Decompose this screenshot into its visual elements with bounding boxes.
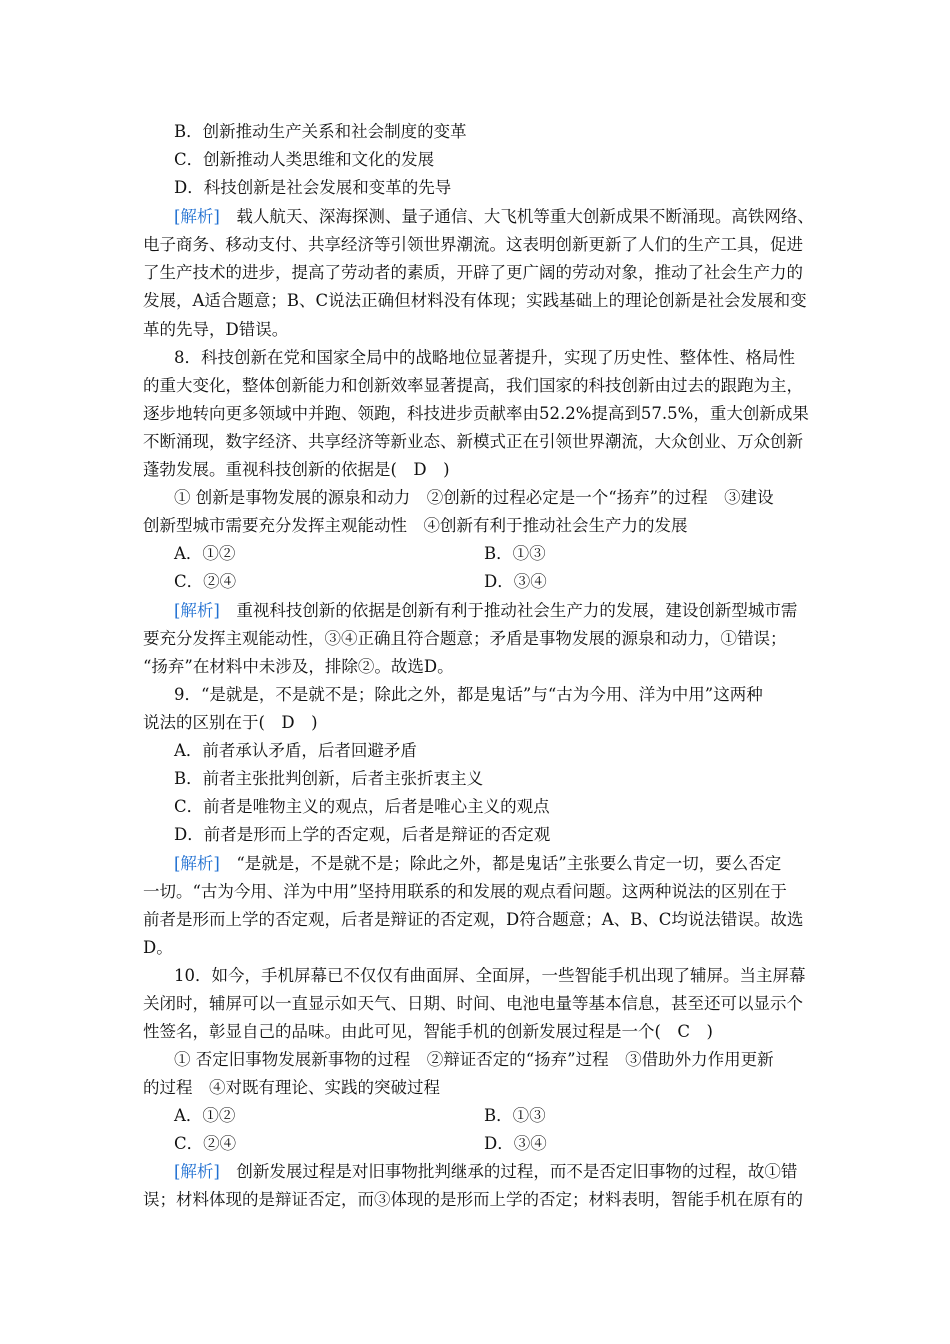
q10-stem-line: 性签名，彰显自己的品味。由此可见，智能手机的创新发展过程是一个( C ) xyxy=(143,1022,713,1041)
q8-stem-line: 蓬勃发展。重视科技创新的依据是( D ) xyxy=(143,460,450,479)
q9-stem-line: 9．“是就是，不是就不是；除此之外，都是鬼话”与“古为今用、洋为中用”这两种 xyxy=(174,685,763,704)
analysis-tag: [解析] xyxy=(174,854,220,873)
q9-analysis-line: 前者是形而上学的否定观，后者是辩证的否定观，D符合题意；A、B、C均说法错误。故选 xyxy=(143,910,804,929)
q9-option-d: D．前者是形而上学的否定观，后者是辩证的否定观 xyxy=(174,825,551,844)
q10-statement-line: 的过程 ④对既有理论、实践的突破过程 xyxy=(143,1078,440,1097)
q8-stem-line: 的重大变化，整体创新能力和创新效率显著提高，我们国家的科技创新由过去的跟跑为主， xyxy=(143,376,803,395)
q10-option-b: B．①③ xyxy=(484,1106,546,1125)
q10-statement-line: ① 否定旧事物发展新事物的过程 ②辩证否定的“扬弃”过程 ③借助外力作用更新 xyxy=(174,1050,774,1069)
analysis-tag: [解析] xyxy=(174,207,220,226)
q7-analysis-line: 发展，A适合题意；B、C说法正确但材料没有体现；实践基础上的理论创新是社会发展和变 xyxy=(143,291,807,310)
q8-option-a: A．①② xyxy=(174,544,236,563)
q8-statement-line: 创新型城市需要充分发挥主观能动性 ④创新有利于推动社会生产力的发展 xyxy=(143,516,688,535)
q9-analysis-line: 一切。“古为今用、洋为中用”坚持用联系的和发展的观点看问题。这两种说法的区别在于 xyxy=(143,882,787,901)
q8-stem-line: 8．科技创新在党和国家全局中的战略地位显著提升，实现了历史性、整体性、格局性 xyxy=(174,348,795,367)
q10-option-row xyxy=(174,1130,854,1158)
q9-analysis-line: D。 xyxy=(143,938,173,957)
analysis-tag: [解析] xyxy=(174,601,220,620)
q9-option-b: B．前者主张批判创新，后者主张折衷主义 xyxy=(174,769,484,788)
q10-option-row xyxy=(174,1102,854,1130)
q10-option-a: A．①② xyxy=(174,1106,236,1125)
q8-analysis-line: [解析] 重视科技创新的依据是创新有利于推动社会生产力的发展，建设创新型城市需 xyxy=(174,601,798,620)
q7-analysis-line: 了生产技术的进步，提高了劳动者的素质，开辟了更广阔的劳动对象，推动了社会生产力的 xyxy=(143,263,803,282)
q7-option-b: B．创新推动生产关系和社会制度的变革 xyxy=(174,122,467,141)
q8-option-row xyxy=(174,540,854,568)
q9-stem-line: 说法的区别在于( D ) xyxy=(143,713,318,732)
q9-option-c: C．前者是唯物主义的观点，后者是唯心主义的观点 xyxy=(174,797,550,816)
q7-option-d: D．科技创新是社会发展和变革的先导 xyxy=(174,178,452,197)
q8-option-d: D．③④ xyxy=(484,572,547,591)
q8-option-row xyxy=(174,568,854,596)
q10-option-c: C．②④ xyxy=(174,1134,237,1153)
q10-stem-line: 10．如今，手机屏幕已不仅仅有曲面屏、全面屏，一些智能手机出现了辅屏。当主屏幕 xyxy=(174,966,806,985)
q7-analysis-line: 电子商务、移动支付、共享经济等引领世界潮流。这表明创新更新了人们的生产工具，促进 xyxy=(143,235,803,254)
q10-stem-line: 关闭时，辅屏可以一直显示如天气、日期、时间、电池电量等基本信息，甚至还可以显示个 xyxy=(143,994,803,1013)
q8-analysis-line: “扬弃”在材料中未涉及，排除②。故选D。 xyxy=(143,657,454,676)
q9-option-a: A．前者承认矛盾，后者回避矛盾 xyxy=(174,741,417,760)
q10-analysis-line: [解析] 创新发展过程是对旧事物批判继承的过程，而不是否定旧事物的过程，故①错 xyxy=(174,1162,798,1181)
q8-analysis-line: 要充分发挥主观能动性，③④正确且符合题意；矛盾是事物发展的源泉和动力，①错误； xyxy=(143,629,787,648)
q8-statement-line: ① 创新是事物发展的源泉和动力 ②创新的过程必定是一个“扬弃”的过程 ③建设 xyxy=(174,488,774,507)
q8-stem-line: 逐步地转向更多领域中并跑、领跑，科技进步贡献率由52.2%提高到57.5%，重大创新成果 xyxy=(143,404,809,423)
q10-analysis-line: 误；材料体现的是辩证否定，而③体现的是形而上学的否定；材料表明，智能手机在原有的 xyxy=(143,1190,803,1209)
q8-stem-line: 不断涌现，数字经济、共享经济等新业态、新模式正在引领世界潮流，大众创业、万众创新 xyxy=(143,432,803,451)
q7-analysis-line: [解析] 载人航天、深海探测、量子通信、大飞机等重大创新成果不断涌现。高铁网络、 xyxy=(174,207,814,226)
q8-option-c: C．②④ xyxy=(174,572,237,591)
q7-analysis-line: 革的先导，D错误。 xyxy=(143,320,289,339)
q7-option-c: C．创新推动人类思维和文化的发展 xyxy=(174,150,435,169)
q8-option-b: B．①③ xyxy=(484,544,546,563)
q9-analysis-line: [解析] “是就是，不是就不是；除此之外，都是鬼话”主张要么肯定一切，要么否定 xyxy=(174,854,782,873)
q10-option-d: D．③④ xyxy=(484,1134,547,1153)
analysis-tag: [解析] xyxy=(174,1162,220,1181)
